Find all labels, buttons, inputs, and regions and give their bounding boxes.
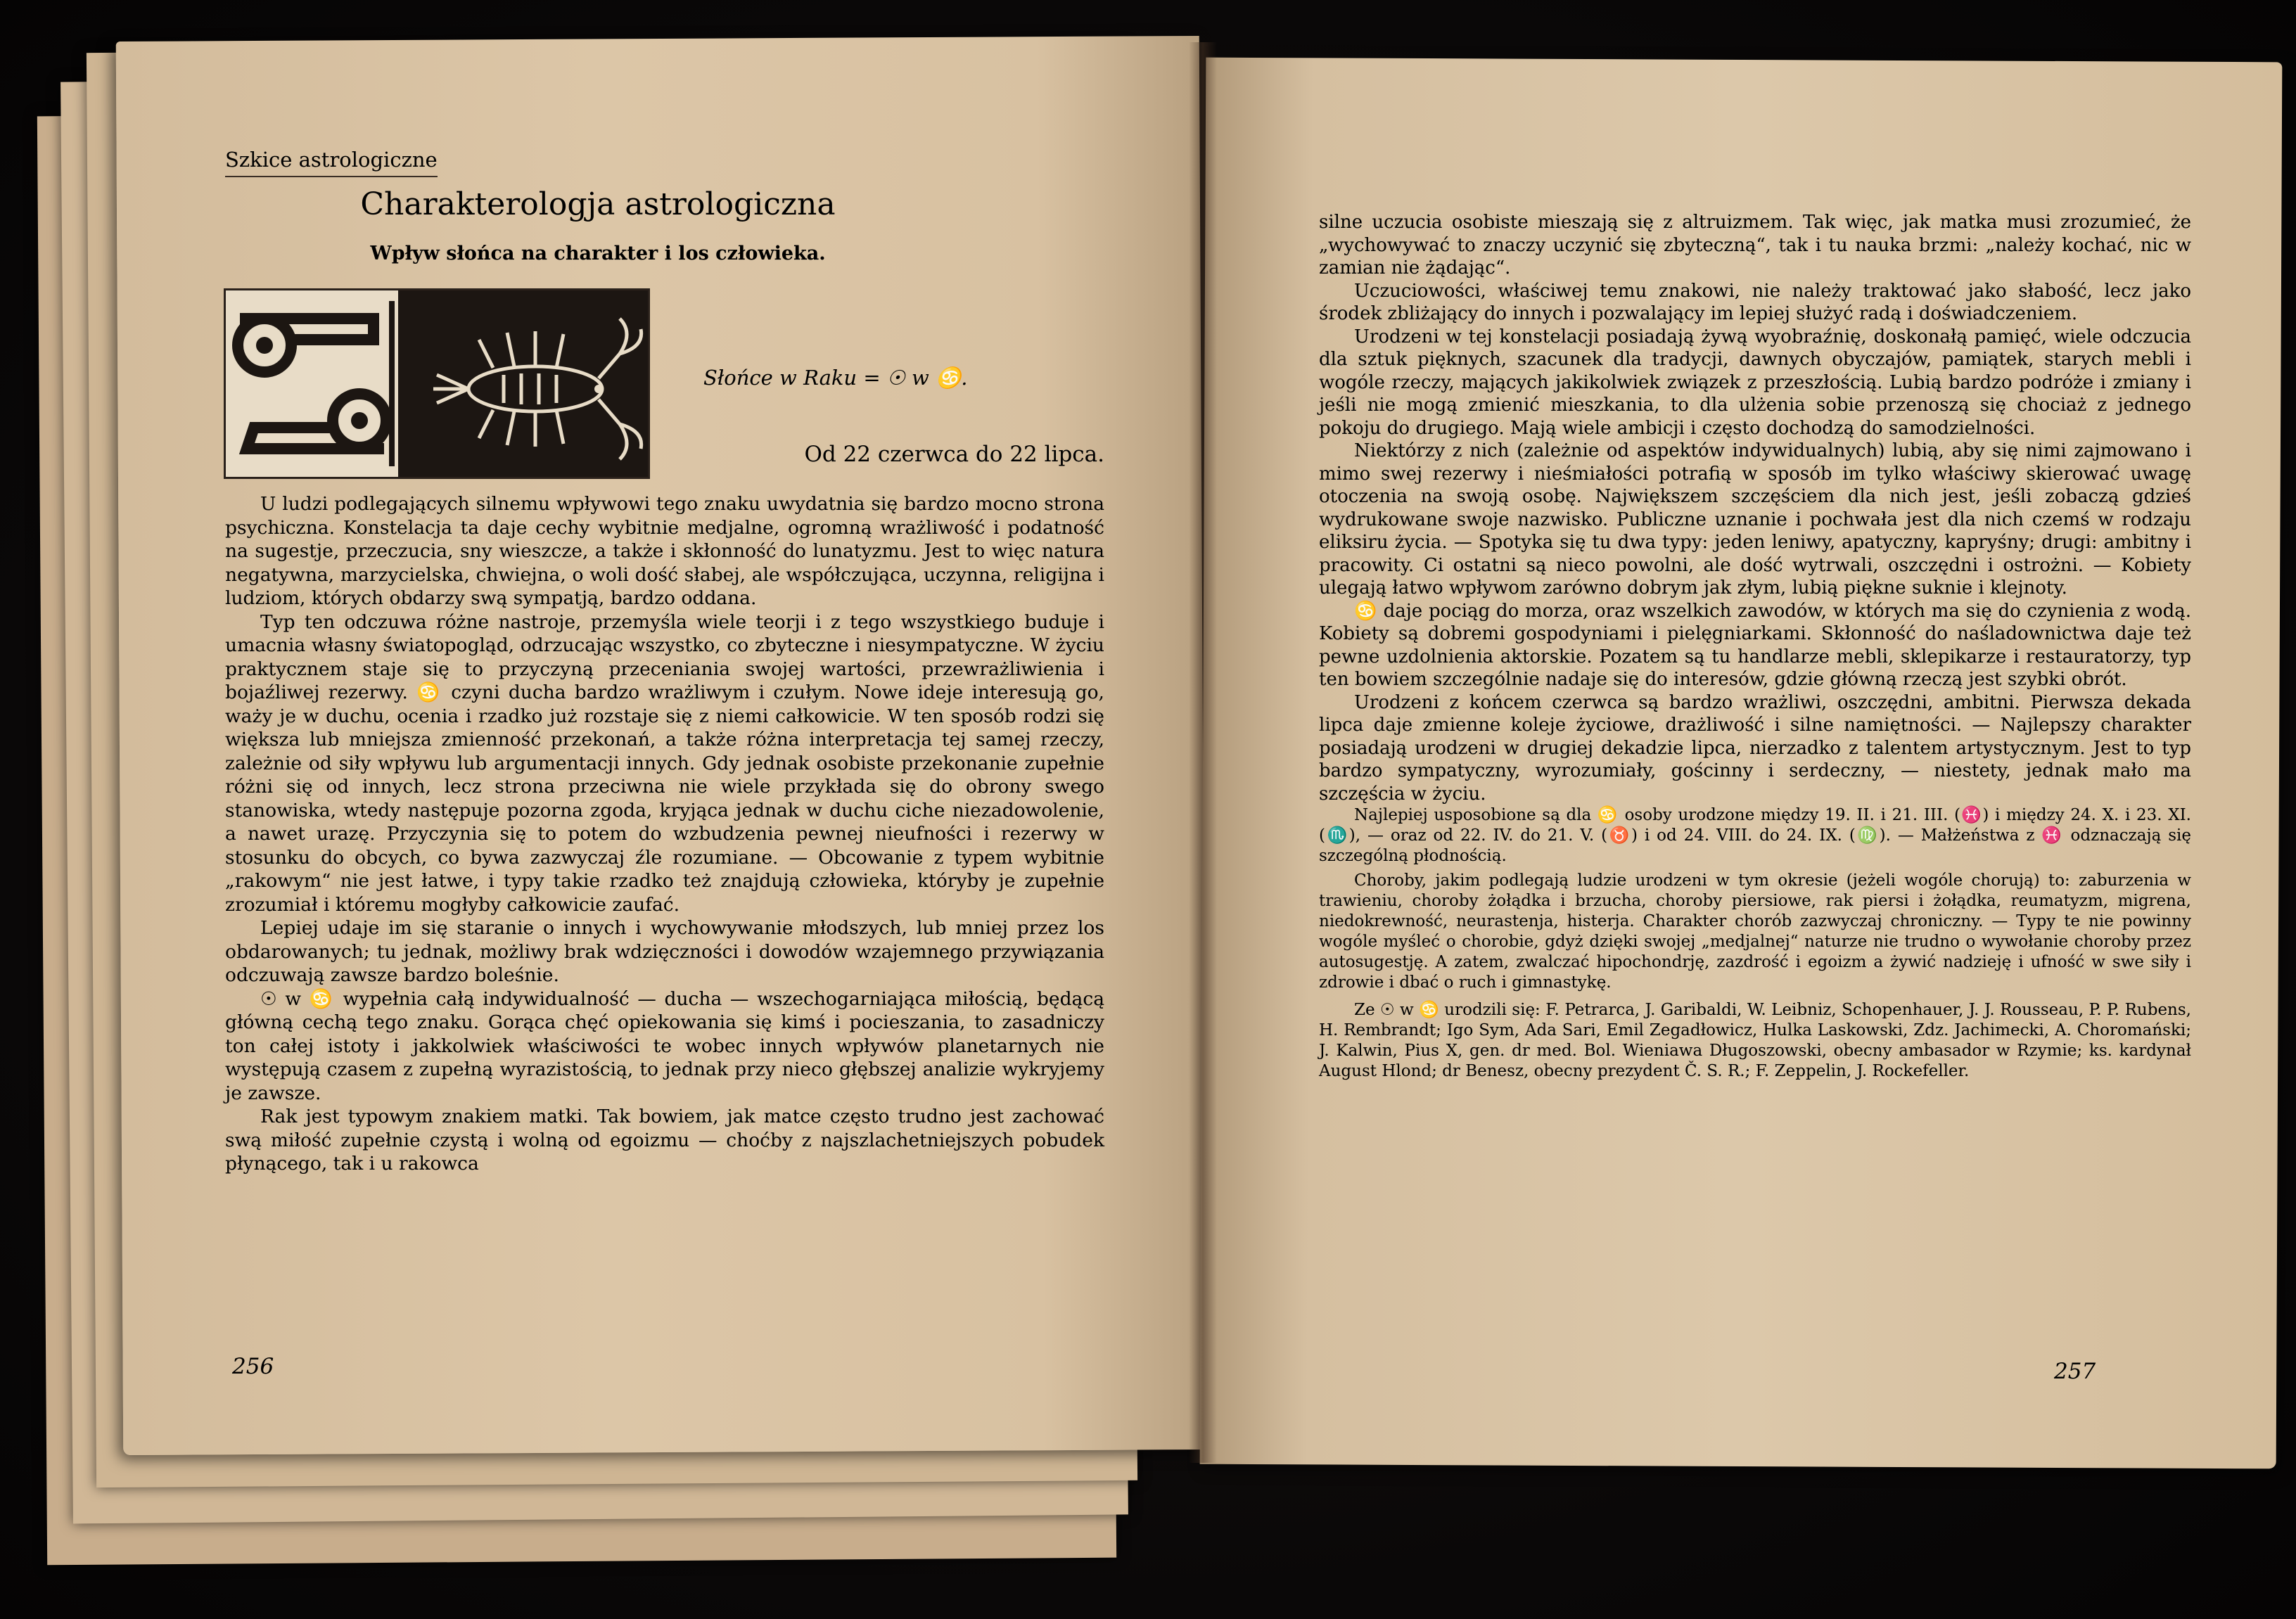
page-number-left: 256 [232,1354,274,1379]
paragraph: ☉ w ♋ wypełnia całą indywidualność — ducha — wszechogarniająca miłością, będącą główną cechą tego znaku. Gorąca chęć opiekowania się kimś i pocieszania, to zasadniczy ton całej istoty i jakkolwiek właściwości te wobec innych wpływów planetarnych nie występują czasem z zupełną wyrazistością, to jednak przy nieco głębszej analizie wykryjemy je zawsze. [225,987,1104,1104]
cancer-zodiac-emblem [224,288,650,479]
paragraph: Urodzeni w tej konstelacji posiadają żywą wyobraźnię, doskonałą pamięć, wiele odczucia dla sztuk pięknych, szacunek dla tradycji, dawnych obyczajów, pamiątek, starych mebli i wogóle rzeczy, mających jakikolwiek związek z przeszłością. Lubią bardzo podróże i zmiany i jeśli nie mogą zmienić mieszkania, to dla ulżenia sobie przenoszą się chociaż z jednego pokoju do drugiego. Mają wiele ambicji i często dochodzą do samodzielności. [1319,326,2191,439]
paragraph: Lepiej udaje im się staranie o innych i wychowywanie młodszych, lub mniej przez los obdarowanych; tu jednak, możliwy brak wdzięczności i dowodów wzajemnego przywiązania odczuwają zawsze bardzo boleśnie. [225,917,1104,986]
paragraph: silne uczucia osobiste mieszają się z altruizmem. Tak więc, jak matka musi zrozumieć, że „wychowywać to znaczy uczynić się zbyteczną“, tak i tu nauka brzmi: „należy kochać, nic w zamian nie żądając“. [1319,212,2191,279]
small-print-section [1319,805,2191,1082]
left-page-body [225,492,1104,1176]
section-heading: Szkice astrologiczne [225,148,438,177]
article-subtitle: Wpływ słońca na charakter i los człowieka. [370,243,826,264]
book-gutter [1189,42,1217,1463]
paragraph: Rak jest typowym znakiem matki. Tak bowiem, jak matce często trudno jest zachować swą miłość zupełnie czystą i wolną od egoizmu — choćby z najszlachetniejszych pobudek płynącego, tak i u rakowca [225,1106,1104,1175]
page-number-right: 257 [2054,1359,2096,1384]
paragraph: Typ ten odczuwa różne nastroje, przemyśla wiele teorji i z tego wszystkiego buduje i umacnia własny światopogląd, odrzucając wszystko, co zbyteczne i niesympatyczne. W życiu praktycznem staje się to przyczyną przeceniania swojej wartości, przewrażliwienia i bojaźliwej rezerwy. ♋ czyni ducha bardzo wrażliwym i czułym. Nowe ideje interesują go, waży je w duchu, ocenia i rzadko już rozstaje się z niemi całkowicie. W ten sposób rodzi się większa lub mniejsza zmienność przekonań, a także różna interpretacja tej samej rzeczy, zależnie od siły wpływu lub argumentacji innych. Gdy jednak osobiste przekonanie zupełnie różni się od innych, lecz strona przeciwna nie wiele przykłada się do obrony swego stanowiska, wtedy następuje pozorna zgoda, kryjąca jednak w duchu ciche niezadowolenie, a nawet urazę. Przyczynia się to potem do wzbudzenia pewnej nieufności i rezerwy w stosunku do obcych, co bywa zazwyczaj źle rozumiane. — Obcowanie z typem wybitnie „rakowym“ nie jest łatwe, i typy takie rzadko też znajdują człowieka, któryby je zupełnie zrozumiał i któremu mogłyby całkowicie zaufać. [225,610,1104,916]
paragraph: Urodzeni z końcem czerwca są bardzo wrażliwi, oszczędni, ambitni. Pierwsza dekada lipca daje zmienne koleje życiowe, drażliwość i silne namiętności. — Najlepszy charakter posiadają urodzeni w drugiej dekadzie lipca, nierzadko z talentem artystycznym. Jest to typ bardzo sympatyczny, wyrozumiały, gościnny i serdeczny, — niestety, jednak mało ma szczęścia w życiu. [1319,691,2191,805]
crab-icon [226,290,648,477]
sun-in-cancer-line: Słońce w Raku = ☉ w ♋. [703,366,968,390]
paragraph: Najlepiej usposobione są dla ♋ osoby urodzone między 19. II. i 21. III. (♓) i między 24. X. i 23. XI. (♏), — oraz od 22. IV. do 21. V. (♉) i od 24. VIII. do 24. IX. (♍). — Małżeństwa z ♓ odznaczają się szczególną płodnością. [1319,806,2191,865]
paragraph: Choroby, jakim podlegają ludzie urodzeni w tym okresie (jeżeli wogóle chorują) to: zaburzenia w trawieniu, choroby żołądka i brzucha, choroby piersiowe, rak piersi i żołądka, reumatyzm, migrena, niedokrewność, neurastenja, histerja. Charakter chorób zazwyczaj chroniczny. — Typy te nie powinny wogóle myśleć o chorobie, gdyż dzięki swojej „medjalnej“ naturze nie trudno o wywołanie choroby przez autosugestję. A zatem, zwalczać hipochondrję, zazdrość i egoizm a żywić nadzieję i ufność w swe siły i zdrowie i dbać o ruch i gimnastykę. [1319,871,2191,992]
paragraph: Niektórzy z nich (zależnie od aspektów indywidualnych) lubią, aby się nimi zajmowano i mimo swej rezerwy i nieśmiałości potrafią w sposób im tylko właściwy skierować uwagę otoczenia na swoją osobę. Największem szczęściem dla nich jest, jeśli zobaczą gdzieś wydrukowane swoje nazwisko. Publiczne uznanie i pochwała jest dla nich czemś w rodzaju eliksiru życia. — Spotyka się tu dwa typy: jeden leniwy, apatyczny, kapryśny; drugi: ambitny i pracowity. Ci ostatni są nieco powolni, ale dość wytrwali, oszczędni i ostrożni. — Kobiety ulegają łatwo wpływom zarówno dobrym jak złym, lubią piękne suknie i klejnoty. [1319,440,2191,599]
paragraph: U ludzi podlegających silnemu wpływowi tego znaku uwydatnia się bardzo mocno strona psychiczna. Konstelacja ta daje cechy wybitnie medjalne, ogromną wrażliwość i podatność na sugestje, przeczucia, sny wieszcze, a także i skłonność do lunatyzmu. Jest to więc natura negatywna, marzycielska, chwiejna, o woli dość słabej, ale współczująca, uczynna, religijna i ludziom, których obdarzy swą sympatją, bardzo oddana. [225,493,1104,609]
paragraph: Uczuciowości, właściwej temu znakowi, nie należy traktować jako słabość, lecz jako środek zbliżający do innych i pozwalający im lepiej służyć radą i doświadczeniem. [1319,280,2191,324]
right-page-body [1319,211,2191,1082]
paragraph: Ze ☉ w ♋ urodzili się: F. Petrarca, J. Garibaldi, W. Leibniz, Schopenhauer, J. J. Rousseau, P. P. Rubens, H. Rembrandt; Igo Sym, Ada Sari, Emil Zegadłowicz, Hulka Laskowski, Zdz. Jachimecki, A. Choromański; J. Kalwin, Pius X, gen. dr med. Bol. Wieniawa Długoszowski, obecny ambasador w Rzymie; ks. kardynał August Hlond; dr Benesz, obecny prezydent Č. S. R.; F. Zeppelin, J. Rockefeller. [1319,1001,2191,1080]
article-title: Charakterologja astrologiczna [360,186,836,222]
paragraph: ♋ daje pociąg do morza, oraz wszelkich zawodów, w których ma się do czynienia z wodą. Kobiety są dobremi gospodyniami i pielęgniarkami. Skłonność do naśladownictwa daje też pewne uzdolnienia aktorskie. Pozatem są tu handlarze mebli, sklepikarze i restauratorzy, typ ten bowiem szczególnie nadaje się do interesów, gdzie główną rzeczą jest szybki obrót. [1319,600,2191,690]
date-range: Od 22 czerwca do 22 lipca. [804,442,1104,467]
